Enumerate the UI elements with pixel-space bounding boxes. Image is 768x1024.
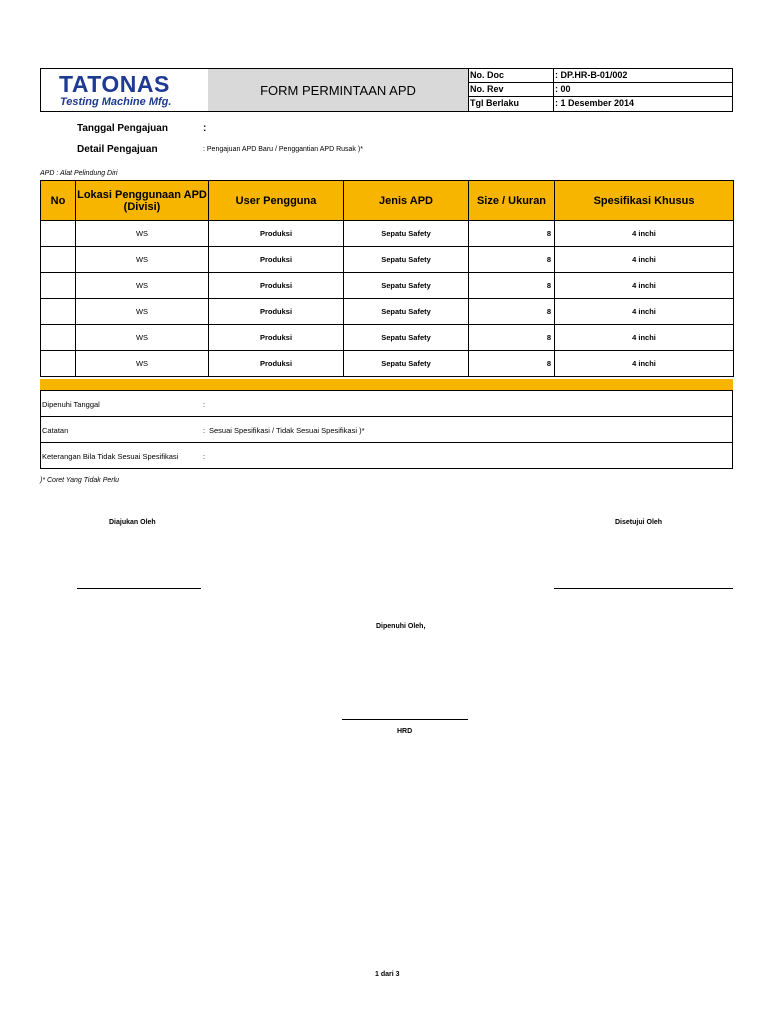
cell-jenis: Sepatu Safety <box>344 325 469 351</box>
meta-value: : 1 Desember 2014 <box>555 98 635 108</box>
cell-spec: 4 inchi <box>555 221 734 247</box>
detail-pengajuan-label: Detail Pengajuan <box>77 144 158 155</box>
cell-no <box>41 273 76 299</box>
cell-jenis: Sepatu Safety <box>344 273 469 299</box>
cell-jenis: Sepatu Safety <box>344 299 469 325</box>
apd-note: APD : Alat Pelindung Diri <box>40 170 118 177</box>
meta-value: : 00 <box>555 84 571 94</box>
disetujui-signature-line <box>554 588 733 589</box>
cell-jenis: Sepatu Safety <box>344 351 469 377</box>
detail-pengajuan-value: : Pengajuan APD Baru / Penggantian APD Rusak )* <box>203 146 363 153</box>
cell-user: Produksi <box>209 325 344 351</box>
col-header-no: No <box>41 181 76 221</box>
col-header-size: Size / Ukuran <box>469 181 555 221</box>
cell-no <box>41 351 76 377</box>
cell-size: 8 <box>469 351 555 377</box>
cell-lokasi: WS <box>76 351 209 377</box>
diajukan-signature-line <box>77 588 201 589</box>
page-number: 1 dari 3 <box>375 971 400 978</box>
field-label: Catatan <box>42 426 69 435</box>
cell-lokasi: WS <box>76 325 209 351</box>
table-header-row <box>41 181 734 221</box>
field-value: Sesuai Spesifikasi / Tidak Sesuai Spesifikasi )* <box>209 426 365 435</box>
table-row <box>41 299 734 325</box>
field-colon: : <box>203 452 206 461</box>
cell-user: Produksi <box>209 221 344 247</box>
disetujui-label: Disetujui Oleh <box>615 519 663 526</box>
cell-spec: 4 inchi <box>555 351 734 377</box>
cell-no <box>41 299 76 325</box>
meta-row-doc <box>469 69 732 83</box>
cell-no <box>41 221 76 247</box>
cell-lokasi: WS <box>76 221 209 247</box>
coret-note: )* Coret Yang Tidak Perlu <box>40 477 120 484</box>
cell-user: Produksi <box>209 351 344 377</box>
company-logo <box>41 69 209 111</box>
catatan-row <box>41 417 732 443</box>
col-header-lokasi: Lokasi Penggunaan APD (Divisi) <box>76 181 209 221</box>
meta-label: Tgl Berlaku <box>469 97 554 111</box>
separator-bar <box>40 379 733 390</box>
dipenuhi-oleh-label: Dipenuhi Oleh, <box>376 623 426 630</box>
cell-size: 8 <box>469 299 555 325</box>
table-row <box>41 273 734 299</box>
hrd-label: HRD <box>397 728 413 735</box>
table-row <box>41 221 734 247</box>
cell-spec: 4 inchi <box>555 273 734 299</box>
table-row <box>41 325 734 351</box>
meta-row-date <box>469 97 732 111</box>
meta-row-rev <box>469 83 732 97</box>
cell-spec: 4 inchi <box>555 247 734 273</box>
field-colon: : <box>203 426 206 435</box>
cell-user: Produksi <box>209 273 344 299</box>
meta-label: No. Rev <box>469 83 554 97</box>
tanggal-pengajuan-label: Tanggal Pengajuan <box>77 123 168 134</box>
col-header-jenis: Jenis APD <box>344 181 469 221</box>
form-header <box>40 68 733 112</box>
table-row <box>41 247 734 273</box>
dipenuhi-tanggal-row <box>41 391 732 417</box>
cell-size: 8 <box>469 247 555 273</box>
meta-value: : DP.HR-B-01/002 <box>555 70 628 80</box>
diajukan-label: Diajukan Oleh <box>109 519 156 526</box>
table-row <box>41 351 734 377</box>
cell-no <box>41 247 76 273</box>
logo-wordmark: TATONAS <box>59 71 170 97</box>
cell-lokasi: WS <box>76 247 209 273</box>
col-header-user: User Pengguna <box>209 181 344 221</box>
cell-jenis: Sepatu Safety <box>344 247 469 273</box>
logo-tagline: Testing Machine Mfg. <box>60 96 172 108</box>
fulfillment-section <box>40 390 733 469</box>
cell-size: 8 <box>469 325 555 351</box>
cell-user: Produksi <box>209 247 344 273</box>
field-colon: : <box>203 400 206 409</box>
tanggal-pengajuan-colon: : <box>203 123 207 134</box>
cell-size: 8 <box>469 221 555 247</box>
cell-no <box>41 325 76 351</box>
cell-lokasi: WS <box>76 299 209 325</box>
cell-spec: 4 inchi <box>555 325 734 351</box>
cell-jenis: Sepatu Safety <box>344 221 469 247</box>
col-header-spec: Spesifikasi Khusus <box>555 181 734 221</box>
cell-size: 8 <box>469 273 555 299</box>
document-meta <box>469 69 732 111</box>
cell-user: Produksi <box>209 299 344 325</box>
apd-request-table <box>40 180 734 377</box>
field-label: Keterangan Bila Tidak Sesuai Spesifikasi <box>42 452 179 461</box>
form-title: FORM PERMINTAAN APD <box>208 69 469 111</box>
field-label: Dipenuhi Tanggal <box>42 400 100 409</box>
cell-spec: 4 inchi <box>555 299 734 325</box>
cell-lokasi: WS <box>76 273 209 299</box>
keterangan-row <box>41 443 732 469</box>
meta-label: No. Doc <box>469 69 554 83</box>
hrd-signature-line <box>342 719 468 720</box>
